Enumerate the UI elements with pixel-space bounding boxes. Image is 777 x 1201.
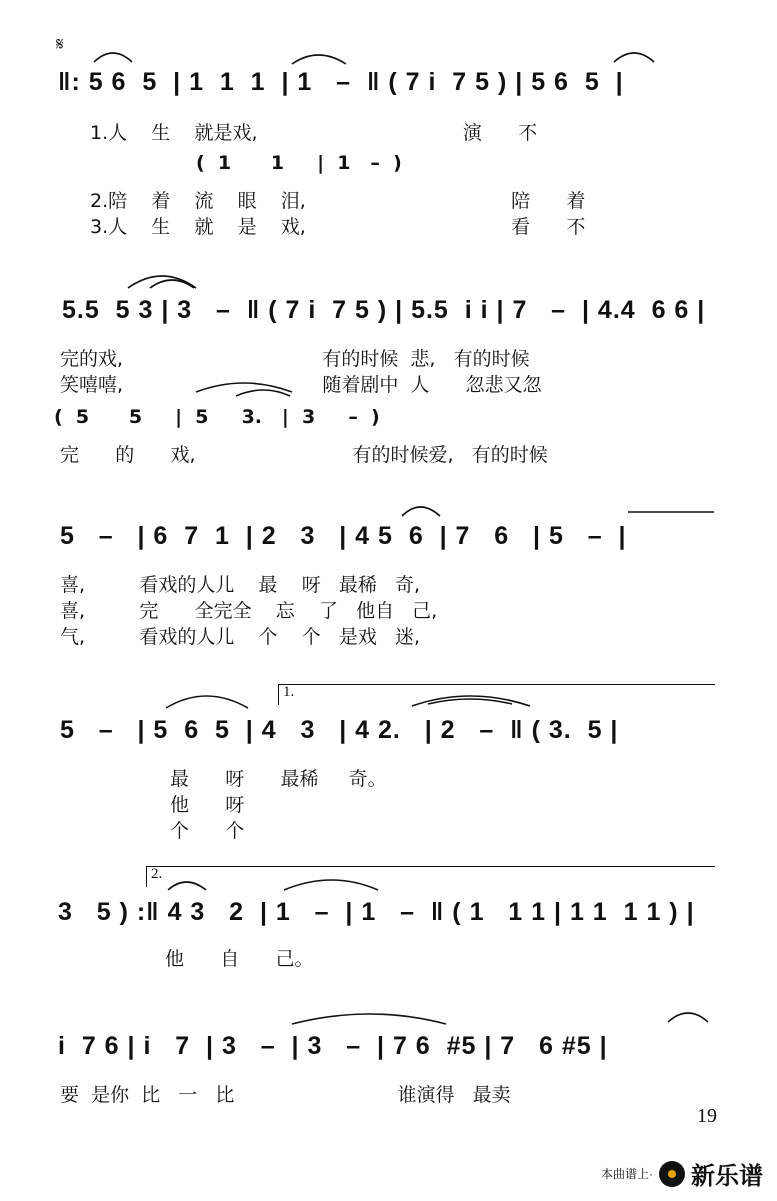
staff-row-2: 5.5 5 3 | 3 – ‖ ( 7 i 7 5 ) | 5.5 i i | 7 – | 4.4 6 6 | — [62, 296, 706, 324]
staff-row-4: 5 – | 5 6 5 | 4 3 | 4 2. | 2 – ‖ ( 3. 5 | — [60, 716, 619, 744]
brand-logo: 新乐谱 — [691, 1162, 763, 1190]
lyric-line-5-1: 他 自 己。 — [165, 948, 314, 970]
lyric-line-2-1: 完的戏, 有的时候 悲, 有的时候 — [60, 348, 530, 370]
volta-number-1: 1. — [283, 684, 295, 700]
lyric-line-4-3: 个 个 — [170, 820, 245, 842]
footer-watermark — [601, 1156, 763, 1191]
lyric-line-1-1: 1.人 生 就是戏, 演 不 — [90, 122, 538, 144]
page-number: 19 — [697, 1105, 717, 1127]
lyric-line-1-2: 2.陪 着 流 眼 泪, 陪 着 — [90, 190, 586, 212]
volta-number-2: 2. — [151, 866, 163, 882]
lyric-line-3-3: 气, 看戏的人儿 个 个 是戏 迷, — [60, 626, 420, 648]
lyric-line-1-3: 3.人 生 就 是 戏, 看 不 — [90, 216, 586, 238]
lyric-line-2-3: 完 的 戏, 有的时候爱, 有的时候 — [60, 444, 548, 466]
lyric-line-6-1: 要 是你 比 一 比 谁演得 最卖 — [60, 1084, 511, 1106]
staff-row-5: 3 5 ) :‖ 4 3 2 | 1 – | 1 – ‖ ( 1 1 1 | 1 1 1 1 ) | — [58, 898, 695, 926]
lyric-line-4-1: 最 呀 最稀 奇。 — [170, 768, 387, 790]
staff-row-1: ‖: 5 6 5 | 1 1 1 | 1 – ‖ ( 7 i 7 5 ) | 5 6 5 | — [58, 68, 624, 96]
lyric-line-3-1: 喜, 看戏的人儿 最 呀 最稀 奇, — [60, 574, 420, 596]
staff-row-6: i 7 6 | i 7 | 3 – | 3 – | 7 6 #5 | 7 6 #5 | — [58, 1032, 608, 1060]
accompaniment-line-2: ( 5 5 | 5 3. | 3 – ) — [54, 406, 380, 428]
staff-row-3: 5 – | 6 7 1 | 2 3 | 4 5 6 | 7 6 | 5 – | — [60, 522, 627, 550]
lyric-line-2-2: 笑嘻嘻, 随着剧中 人 忽悲又忽 — [60, 374, 542, 396]
footer-prefix: 本曲谱上· — [601, 1167, 653, 1181]
record-disc-icon — [659, 1161, 685, 1187]
lyric-line-4-2: 他 呀 — [170, 794, 245, 816]
segno-sign: 𝄋 — [56, 34, 64, 54]
lyric-line-3-2: 喜, 完 全完全 忘 了 他自 己, — [60, 600, 438, 622]
accompaniment-line-1: ( 1 1 | 1 – ) — [196, 152, 402, 174]
